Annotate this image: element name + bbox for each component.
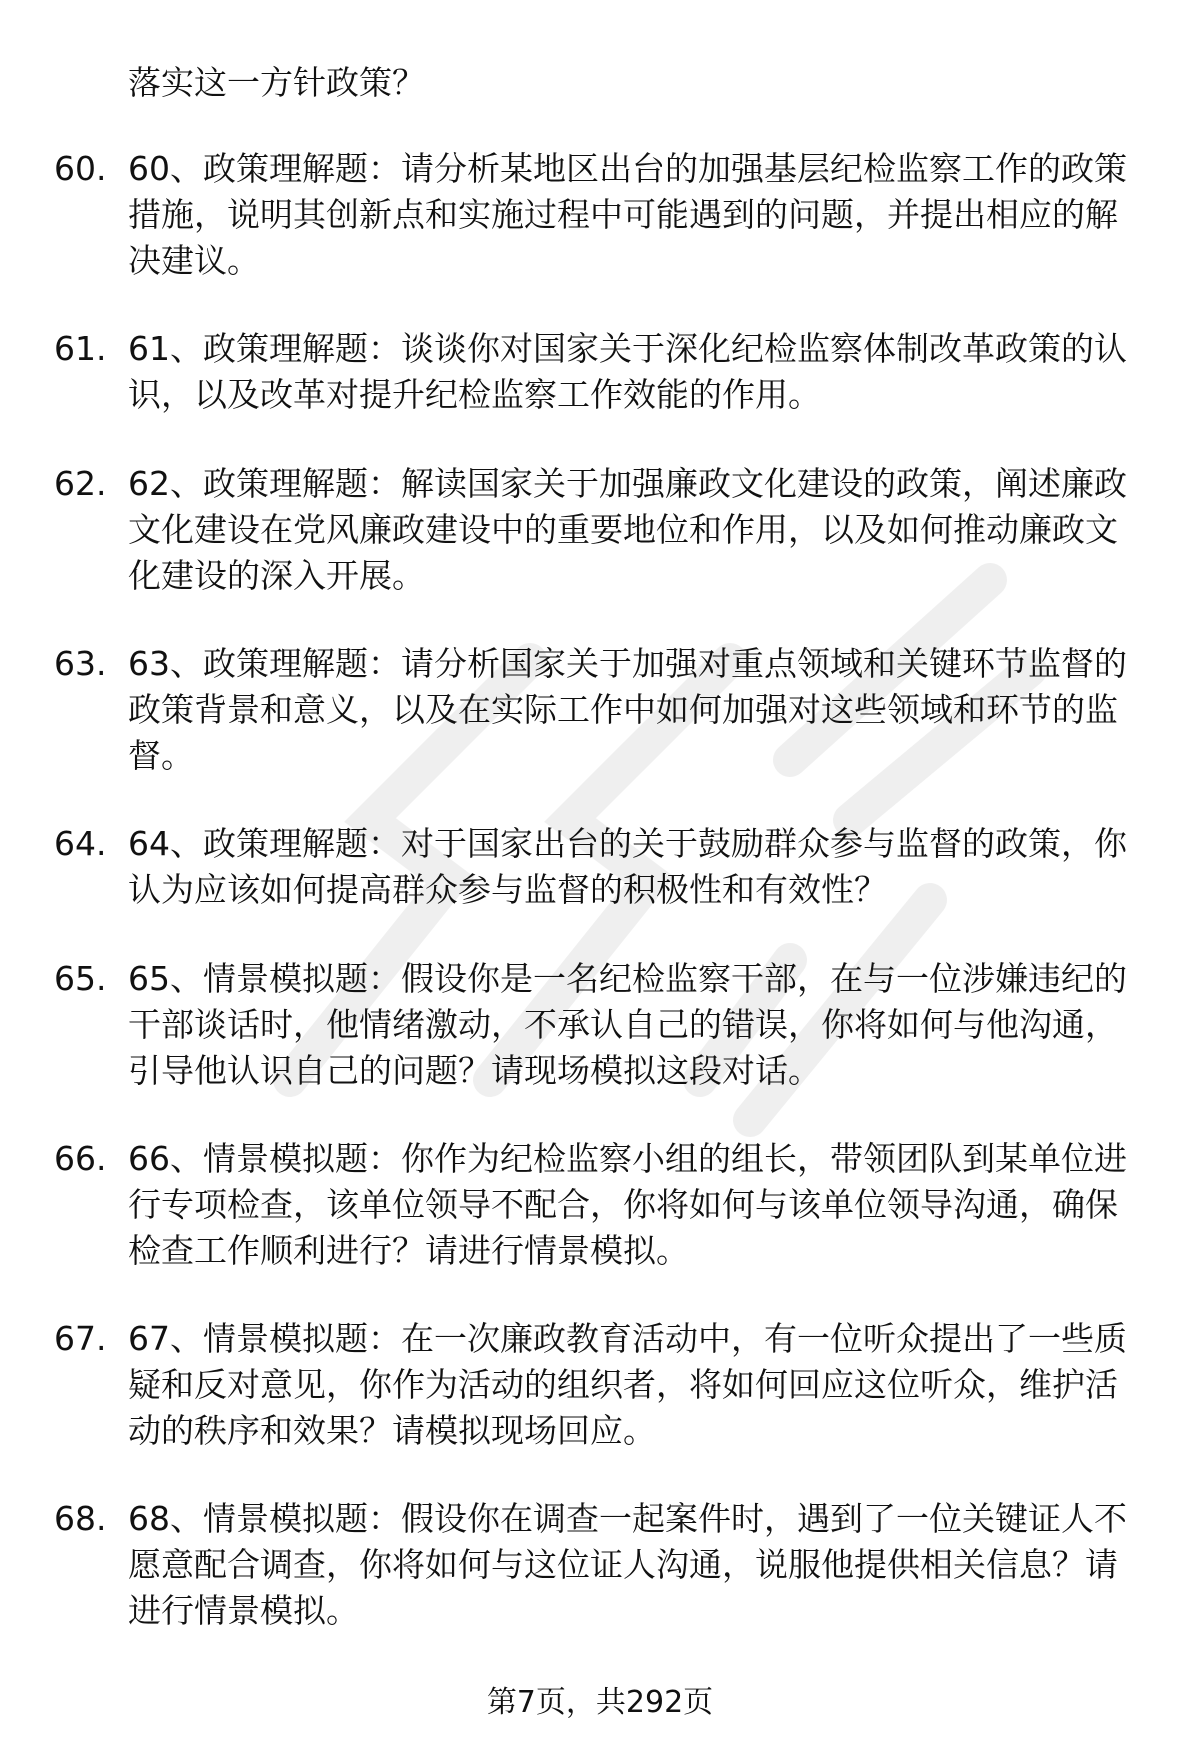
list-item (0, 956, 1138, 1094)
list-item (0, 326, 1138, 418)
question-number: 67. (54, 1319, 107, 1358)
list-item (0, 821, 1138, 913)
question-text: 68、情景模拟题：假设你在调查一起案件时，遇到了一位关键证人不愿意配合调查，你将如何与这位证人沟通，说服他提供相关信息？请进行情景模拟。 (128, 1499, 1127, 1630)
list-item (0, 641, 1138, 779)
question-text: 67、情景模拟题：在一次廉政教育活动中，有一位听众提出了一些质疑和反对意见，你作为活动的组织者，将如何回应这位听众，维护活动的秩序和效果？请模拟现场回应。 (128, 1319, 1127, 1450)
question-text: 64、政策理解题：对于国家出台的关于鼓励群众参与监督的政策，你认为应该如何提高群众参与监督的积极性和有效性？ (128, 824, 1127, 909)
list-item (0, 146, 1138, 284)
list-item (0, 1316, 1138, 1454)
list-item (0, 461, 1138, 599)
question-text: 61、政策理解题：谈谈你对国家关于深化纪检监察体制改革政策的认识，以及改革对提升纪检监察工作效能的作用。 (128, 329, 1127, 414)
question-number: 61. (54, 329, 107, 368)
question-text: 66、情景模拟题：你作为纪检监察小组的组长，带领团队到某单位进行专项检查，该单位领导不配合，你将如何与该单位领导沟通，确保检查工作顺利进行？请进行情景模拟。 (128, 1139, 1127, 1270)
continuation-text: 落实这一方针政策？ (128, 63, 425, 102)
question-number: 60. (54, 149, 107, 188)
question-number: 63. (54, 644, 107, 683)
question-number: 62. (54, 464, 107, 503)
question-number: 68. (54, 1499, 107, 1538)
question-text: 60、政策理解题：请分析某地区出台的加强基层纪检监察工作的政策措施，说明其创新点和实施过程中可能遇到的问题，并提出相应的解决建议。 (128, 149, 1127, 280)
list-item (0, 1136, 1138, 1274)
list-item (0, 1496, 1138, 1634)
question-text: 63、政策理解题：请分析国家关于加强对重点领域和关键环节监督的政策背景和意义，以及在实际工作中如何加强对这些领域和环节的监督。 (128, 644, 1127, 775)
page-footer: 第7页，共292页 (486, 1685, 714, 1720)
question-text: 65、情景模拟题：假设你是一名纪检监察干部，在与一位涉嫌违纪的干部谈话时，他情绪激动，不承认自己的错误，你将如何与他沟通，引导他认识自己的问题？请现场模拟这段对话。 (128, 959, 1127, 1090)
question-text: 62、政策理解题：解读国家关于加强廉政文化建设的政策，阐述廉政文化建设在党风廉政建设中的重要地位和作用，以及如何推动廉政文化建设的深入开展。 (128, 464, 1127, 595)
question-number: 66. (54, 1139, 107, 1178)
question-list (0, 146, 1200, 1676)
question-number: 64. (54, 824, 107, 863)
question-number: 65. (54, 959, 107, 998)
